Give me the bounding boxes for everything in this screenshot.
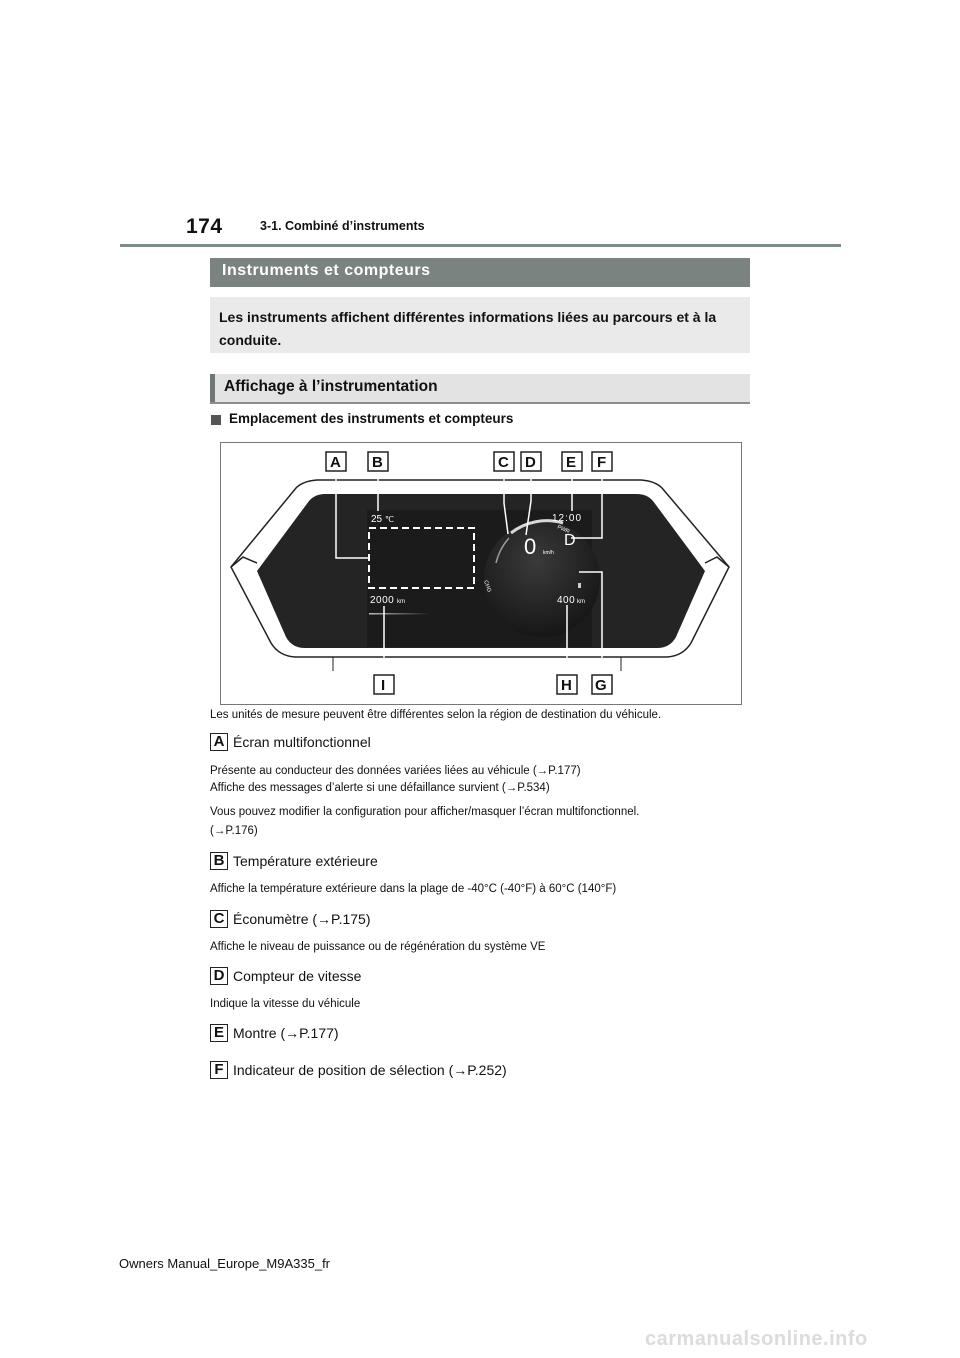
speed-value: 0 [524,534,537,559]
instrument-cluster-illustration [221,443,741,704]
page-number: 174 [186,215,223,238]
diagram-label-g [592,675,612,694]
item-title: Température extérieure [233,853,378,869]
svg-text:C: C [498,454,509,471]
footer-text: Owners Manual_Europe_M9A335_fr [119,1256,331,1271]
diagram-label-b [368,452,388,471]
item-badge: E [210,1024,228,1042]
item-title: Éconumètre (→P.175) [233,911,371,927]
svg-text:F: F [597,454,607,471]
intro-box [210,297,750,353]
header-divider [120,244,841,247]
diagram-label-a [326,452,346,471]
diagram-label-c [494,452,514,471]
odometer-value: 2000 [370,595,395,606]
svg-text:H: H [561,677,572,694]
range-unit: km [577,599,585,605]
diagram-caption: Les unités de mesure peuvent être différentes selon la région de destination du véhicule. [210,709,662,721]
subsection-title: Affichage à l’instrumentation [224,378,438,395]
item-badge: D [210,967,228,985]
item-title: Compteur de vitesse [233,968,362,984]
subsection-divider [210,402,750,404]
instrument-diagram [220,442,742,705]
diagram-label-h [557,675,577,694]
svg-text:I: I [381,677,386,694]
outside-temp: 25 [371,514,383,525]
item-badge: F [210,1061,228,1079]
item-desc: Affiche le niveau de puissance ou de régénération du système VE [210,941,546,953]
item-desc: Vous pouvez modifier la configuration pour afficher/masquer l’écran multifonctionnel. [210,806,640,818]
section-title-bar [210,258,750,287]
eco-pwr-label: PWR [556,524,571,536]
item-desc: (→P.176) [210,825,258,837]
svg-text:E: E [566,454,577,471]
item-desc: Présente au conducteur des données variées liées au véhicule (→P.177) [210,765,581,777]
bullet-square-icon [211,415,221,425]
diagram-label-f [592,452,612,471]
gear-indicator: D [564,532,576,549]
svg-text:A: A [330,454,341,471]
subsection-bar [210,374,750,402]
diagram-label-i [374,675,394,694]
outside-temp-unit: ℃ [385,515,394,524]
item-badge: A [210,733,228,751]
bullet-heading: Emplacement des instruments et compteurs [229,411,514,426]
item-desc: Indique la vitesse du véhicule [210,998,361,1010]
svg-text:B: B [372,454,383,471]
eco-chg-label: CHG [482,579,492,594]
diagram-label-d [521,452,541,471]
item-badge: B [210,852,228,870]
odometer-underline [369,613,429,615]
item-title: Écran multifonctionnel [233,734,371,750]
odometer-unit: km [397,599,405,605]
clock: 12:00 [552,513,583,524]
item-title: Indicateur de position de sélection (→P.252) [233,1062,507,1078]
item-desc: Affiche la température extérieure dans la plage de -40°C (-40°F) à 60°C (140°F) [210,883,617,895]
item-desc: Affiche des messages d’alerte si une défaillance survient (→P.534) [210,782,550,794]
diagram-label-e [562,452,582,471]
svg-text:D: D [525,454,536,471]
svg-text:G: G [595,677,607,694]
battery-icon [578,583,581,588]
speed-unit: km/h [543,550,554,556]
item-badge: C [210,910,228,928]
section-label: 3-1. Combiné d’instruments [260,219,425,233]
intro-text: Les instruments affichent différentes informations liées au parcours et à la conduite. [219,309,717,348]
range-value: 400 [557,595,576,606]
subsection-accent [210,374,215,402]
watermark: carmanualsonline.info [645,1328,868,1350]
section-title: Instruments et compteurs [222,262,431,279]
item-title: Montre (→P.177) [233,1025,339,1041]
